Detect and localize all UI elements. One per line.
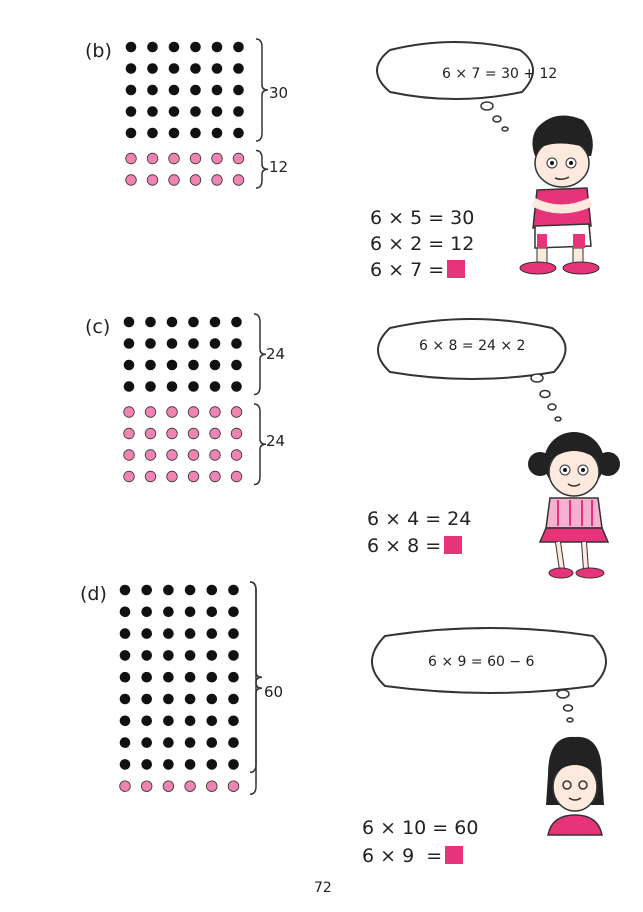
black-dot <box>185 607 196 618</box>
equation-b-2: 6 × 2 = 12 <box>370 233 475 255</box>
black-dot <box>228 672 239 683</box>
black-dot <box>141 650 152 661</box>
black-dot <box>185 759 196 770</box>
black-dot <box>163 737 174 748</box>
black-dot <box>163 694 174 705</box>
black-dot <box>185 628 196 639</box>
black-dot <box>120 716 131 727</box>
black-dot <box>120 672 131 683</box>
black-dot <box>228 716 239 727</box>
girl-head-illustration <box>540 735 610 835</box>
black-dot <box>185 672 196 683</box>
equation-d-2: 6 × 9 = <box>362 845 463 867</box>
black-dot <box>207 672 218 683</box>
black-dot <box>185 737 196 748</box>
black-dot <box>163 759 174 770</box>
pink-dot <box>120 781 131 792</box>
black-dot <box>141 716 152 727</box>
pink-dot <box>207 781 218 792</box>
black-dot <box>163 628 174 639</box>
black-dot <box>163 672 174 683</box>
black-dot <box>120 759 131 770</box>
page-number: 72 <box>314 880 332 896</box>
brace-label-b-1: 30 <box>269 84 289 102</box>
black-dot <box>228 737 239 748</box>
brace-label-b-2: 12 <box>269 158 289 176</box>
pink-dot <box>163 781 174 792</box>
black-dot <box>141 694 152 705</box>
brace-label-c-2: 24 <box>266 432 286 450</box>
black-dot <box>141 759 152 770</box>
black-dot <box>185 650 196 661</box>
black-dot <box>207 650 218 661</box>
black-dot <box>228 759 239 770</box>
thought-bubble-d <box>365 628 615 728</box>
black-dot <box>141 607 152 618</box>
black-dot <box>228 694 239 705</box>
thought-text-d: 6 × 9 = 60 − 6 <box>428 654 535 670</box>
equation-c-2: 6 × 8 = <box>367 535 462 557</box>
equation-b-3: 6 × 7 = <box>370 259 465 281</box>
brace-label-c-1: 24 <box>266 345 286 363</box>
equation-c-1: 6 × 4 = 24 <box>367 508 472 530</box>
answer-box-d <box>445 846 463 864</box>
black-dot <box>120 737 131 748</box>
black-dot <box>120 694 131 705</box>
black-dot <box>120 585 131 596</box>
black-dot <box>163 607 174 618</box>
thought-text-c: 6 × 8 = 24 × 2 <box>419 338 526 354</box>
pink-dot <box>185 781 196 792</box>
black-dot <box>207 628 218 639</box>
pink-dot <box>141 781 152 792</box>
black-dot <box>228 585 239 596</box>
part-c-label: (c) <box>85 316 111 338</box>
black-dot <box>185 694 196 705</box>
black-dot <box>120 628 131 639</box>
black-dot <box>141 737 152 748</box>
black-dot <box>163 650 174 661</box>
black-dot <box>228 628 239 639</box>
black-dot <box>163 585 174 596</box>
equation-d-1: 6 × 10 = 60 <box>362 817 479 839</box>
black-dot <box>141 672 152 683</box>
black-dot <box>141 585 152 596</box>
black-dot <box>207 607 218 618</box>
black-dot <box>141 628 152 639</box>
black-dot <box>120 650 131 661</box>
equation-b-1: 6 × 5 = 30 <box>370 207 475 229</box>
black-dot <box>185 716 196 727</box>
thought-text-b: 6 × 7 = 30 + 12 <box>442 66 558 82</box>
part-b-label: (b) <box>85 40 112 62</box>
brace-label-d-1: 60 <box>264 683 284 701</box>
black-dot <box>120 607 131 618</box>
black-dot <box>207 716 218 727</box>
black-dot <box>185 585 196 596</box>
black-dot <box>207 737 218 748</box>
black-dot <box>228 607 239 618</box>
part-d-label: (d) <box>80 583 107 605</box>
pink-dot <box>228 781 239 792</box>
black-dot <box>207 585 218 596</box>
black-dot <box>163 716 174 727</box>
black-dot <box>207 694 218 705</box>
black-dot <box>228 650 239 661</box>
black-dot <box>207 759 218 770</box>
